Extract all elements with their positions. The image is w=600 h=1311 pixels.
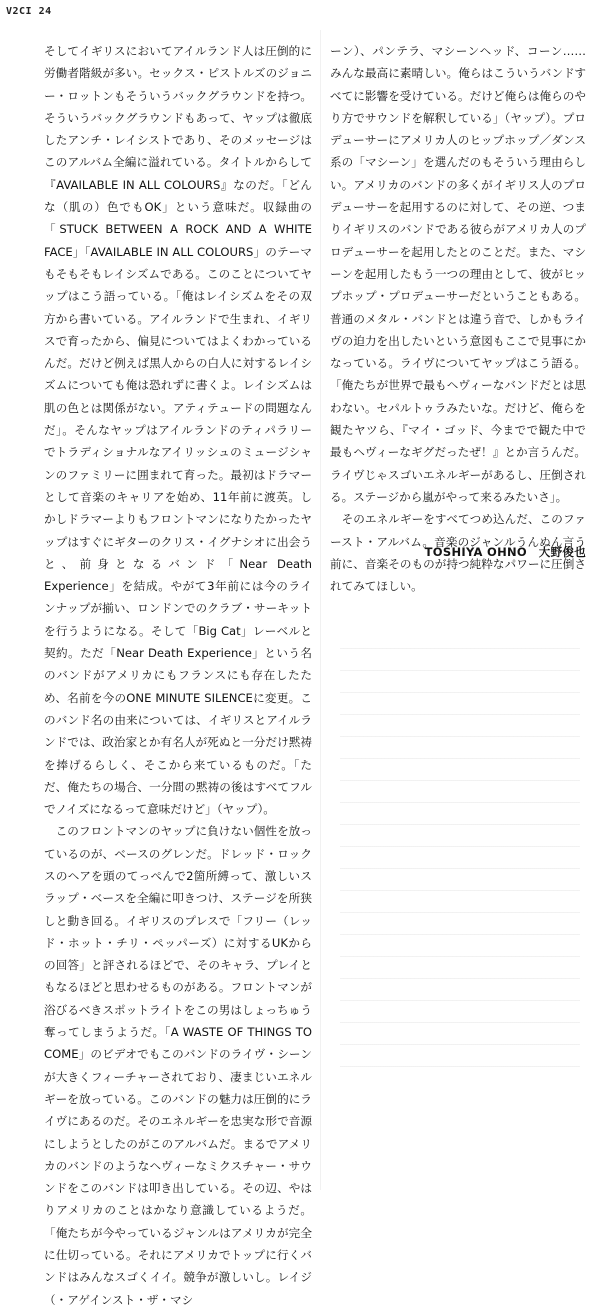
bleed-through-texture (340, 648, 580, 1068)
page-code: V2CI 24 (6, 6, 52, 17)
paragraph-4: そのエネルギーをすべてつめ込んだ、このファースト・アルバム。音楽のジャンルうんぬん言う前に、音楽そのものが持つ純粋なパワーに圧倒されてみてほしい。 (330, 512, 586, 594)
paragraph-2: このフロントマンのヤップに負けない個性を放っているのが、ベースのグレンだ。ドレッド・ロックスのヘアを頭のてっぺんで2箇所縛って、激しいスラップ・ベースを全編に叩きつけ、ステージを所狭しと動き回る。イギリスのプレスで「フリー（レッド・ホット・チリ・ペッパーズ）に対するUKからの回答」と評されるほどで、そのキャラ、プレイともなるほどと思わせるものがある。フロントマンが浴びるべきスポットライトをこの男はしょっちゅう奪ってしまうようだ。「A WASTE OF THINGS TO COME」のビデオでもこのバンドのライヴ・シーンが大きくフィーチャーされており、凄まじいエネルギーを放っている。このバンドの魅力は圧倒的にライヴにあるのだ。そのエネルギーを忠実な形で音源にしようとしたのがこのアルバムだ。まるでアメリカのバンドのようなヘヴィーなミクスチャー・サウンドをこのバンドは叩き出している。その辺、やはりアメリカのことはかなり意識しているようだ。「俺たちが今やっているジャンルはアメリカが完全に仕切っている。それにアメリカでトップに行くバンドはみんなスゴくイイ。競争が激しいし。レイジ（・アゲインスト・ザ・マシ (44, 824, 312, 1307)
right-column (330, 40, 586, 597)
author-credit: TOSHIYA OHNO 大野俊也 (424, 545, 586, 559)
left-column (44, 40, 312, 1311)
column-divider (320, 30, 321, 1190)
paragraph-1: そしてイギリスにおいてアイルランド人は圧倒的に労働者階級が多い。セックス・ピストルズのジョニー・ロットンもそういうバックグラウンドを持つ。そういうバックグラウンドもあって、ヤップは徹底したアンチ・レイシストであり、そのメッセージはこのアルバム全編に溢れている。タイトルからして『AVAILABLE IN ALL COLOURS』なのだ。「どんな（肌の）色でもOK」という意味だ。収録曲の「STUCK BETWEEN A ROCK AND A WHITE FACE」「AVAILABLE IN ALL COLOURS」のテーマもそもそもレイシズムである。このことについてヤップはこう語っている。「俺はレイシズムをその双方から書いている。アイルランドで生まれ、イギリスで育ったから、偏見についてはよくわかっているんだ。だけど例えば黒人からの白人に対するレイシズムについても俺は恐れずに書くよ。レイシズムは肌の色とは関係がない。アティテュードの問題なんだ」。そんなヤップはアイルランドのティパラリーでトラディショナルなアイリッシュのミュージシャンのファミリーに囲まれて育った。最初はドラマーとして音楽のキャリアを始め、11年前に渡英。しかしドラマーよりもフロントマンになりたかったヤップはすぐにギターのクリス・イグナシオに出会うと、前身となるバンド「Near Death Experience」を結成。やがて3年前には今のラインナップが揃い、ロンドンでのクラブ・サーキットを行うようになる。そして「Big Cat」レーベルと契約。ただ「Near Death Experience」という名のバンドがアメリカにもフランスにも存在したため、名前を今のONE MINUTE SILENCEに変更。このバンド名の由来については、イギリスとアイルランドでは、政治家とか有名人が死ぬと一分だけ黙祷を捧げるらしく、そこから来ているものだ。「ただ、俺たちの場合、一分間の黙祷の後はすべてフルでノイズになるって意味だけど」（ヤップ）。 (44, 44, 312, 817)
paragraph-3: ーン）、パンテラ、マシーンヘッド、コーン……みんな最高に素晴しい。俺らはこういうバンドすべてに影響を受けている。だけど俺らは俺らのやり方でサウンドを解釈している」（ヤップ）。プロデューサーにアメリカ人のヒップホップ／ダンス系の「マシーン」を選んだのもそういう理由らしい。アメリカのバンドの多くがイギリス人のプロデューサーを起用するのに対して、その逆、つまりイギリスのバンドである彼らがアメリカ人のプロデューサーを起用したとのことだ。また、マシーンを起用したもう一つの理由として、彼がヒップホップ・プロデューサーだということもある。普通のメタル・バンドとは違う音で、しかもライヴの迫力を出したいという意図もここで見事にかなっている。ライヴについてヤップはこう語る。「俺たちが世界で最もヘヴィーなバンドだとは思わない。セパルトゥラみたいな。だけど、俺らを観たヤツら、『マイ・ゴッド、今までで観た中で最もヘヴィーなギグだったぜ！』とか言うんだ。ライヴじゃスゴいエネルギーがあるし、圧倒される。ステージから嵐がやって来るみたいさ」。 (330, 44, 586, 504)
